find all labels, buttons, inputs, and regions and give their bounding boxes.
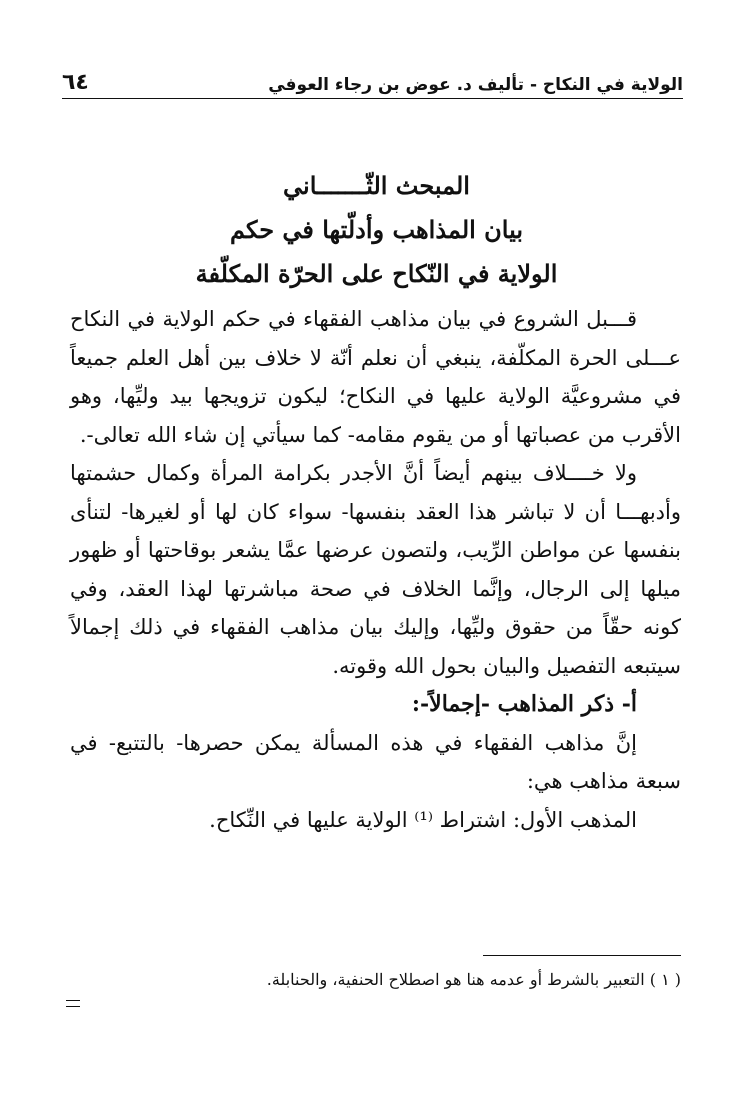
section-heading: المبحث الثّـــــــاني — [283, 171, 470, 200]
footnote: ( ١ ) التعبير بالشرط أو عدمه هنا هو اصطلاح الحنفية، والحنابلة. — [266, 970, 681, 989]
header-divider — [62, 98, 683, 99]
body-text — [70, 300, 681, 839]
header-title: الولاية في النكاح - تأليف د. عوض بن رجاء العوفي — [268, 75, 683, 95]
running-header — [62, 70, 683, 95]
paragraph-2: ولا خــــلاف بينهم أيضاً أنَّ الأجدر بكرامة المرأة وكمال حشمتها وأدبهـــا أن لا تباشر هذا العقد بنفسها- سواء كان لها أو لغيرها- لتنأى بنفسها عن مواطن الرِّيب، ولتصون عرضها عمَّا يشعر بوقاحتها أو ظهور ميلها إلى الرجال، وإنَّما الخلاف في صحة مباشرتها لهذا العقد، وفي كونه حقّاً من حقوق وليِّها، وإليك بيان مذاهب الفقهاء في ذلك إجمالاً سيتبعه التفصيل والبيان بحول الله وقوته. — [70, 461, 681, 678]
page-number: ٦٤ — [62, 70, 89, 95]
paragraph-1: قـــبل الشروع في بيان مذاهب الفقهاء في حكم الولاية في النكاح عـــلى الحرة المكلّفة، ينبغي أن نعلم أنّة لا خلاف بين أهل العلم جميعاً في مشروعيَّة الولاية عليها في النكاح؛ ليكون تزويجها بيد وليِّها، وهو الأقرب من عصباتها أو من يقوم مقامه- كما سيأتي إن شاء الله تعالى-. — [70, 307, 681, 447]
end-mark — [66, 1000, 80, 1007]
paragraph-3: إنَّ مذاهب الفقهاء في هذه المسألة يمكن حصرها- بالتتبع- في سبعة مذاهب هي: — [70, 730, 681, 793]
paragraph-4: المذهب الأول: اشتراط ⁽¹⁾ الولاية عليها في النِّكاح. — [209, 807, 637, 832]
section-title-line-2: الولاية في النّكاح على الحرّة المكلّفة — [195, 259, 558, 288]
section-headings — [60, 164, 693, 296]
subheading: أ- ذكر المذاهب -إجمالاً-: — [411, 691, 637, 717]
section-title-line-1: بيان المذاهب وأدلّتها في حكم — [229, 215, 524, 244]
footnote-divider — [483, 955, 681, 956]
